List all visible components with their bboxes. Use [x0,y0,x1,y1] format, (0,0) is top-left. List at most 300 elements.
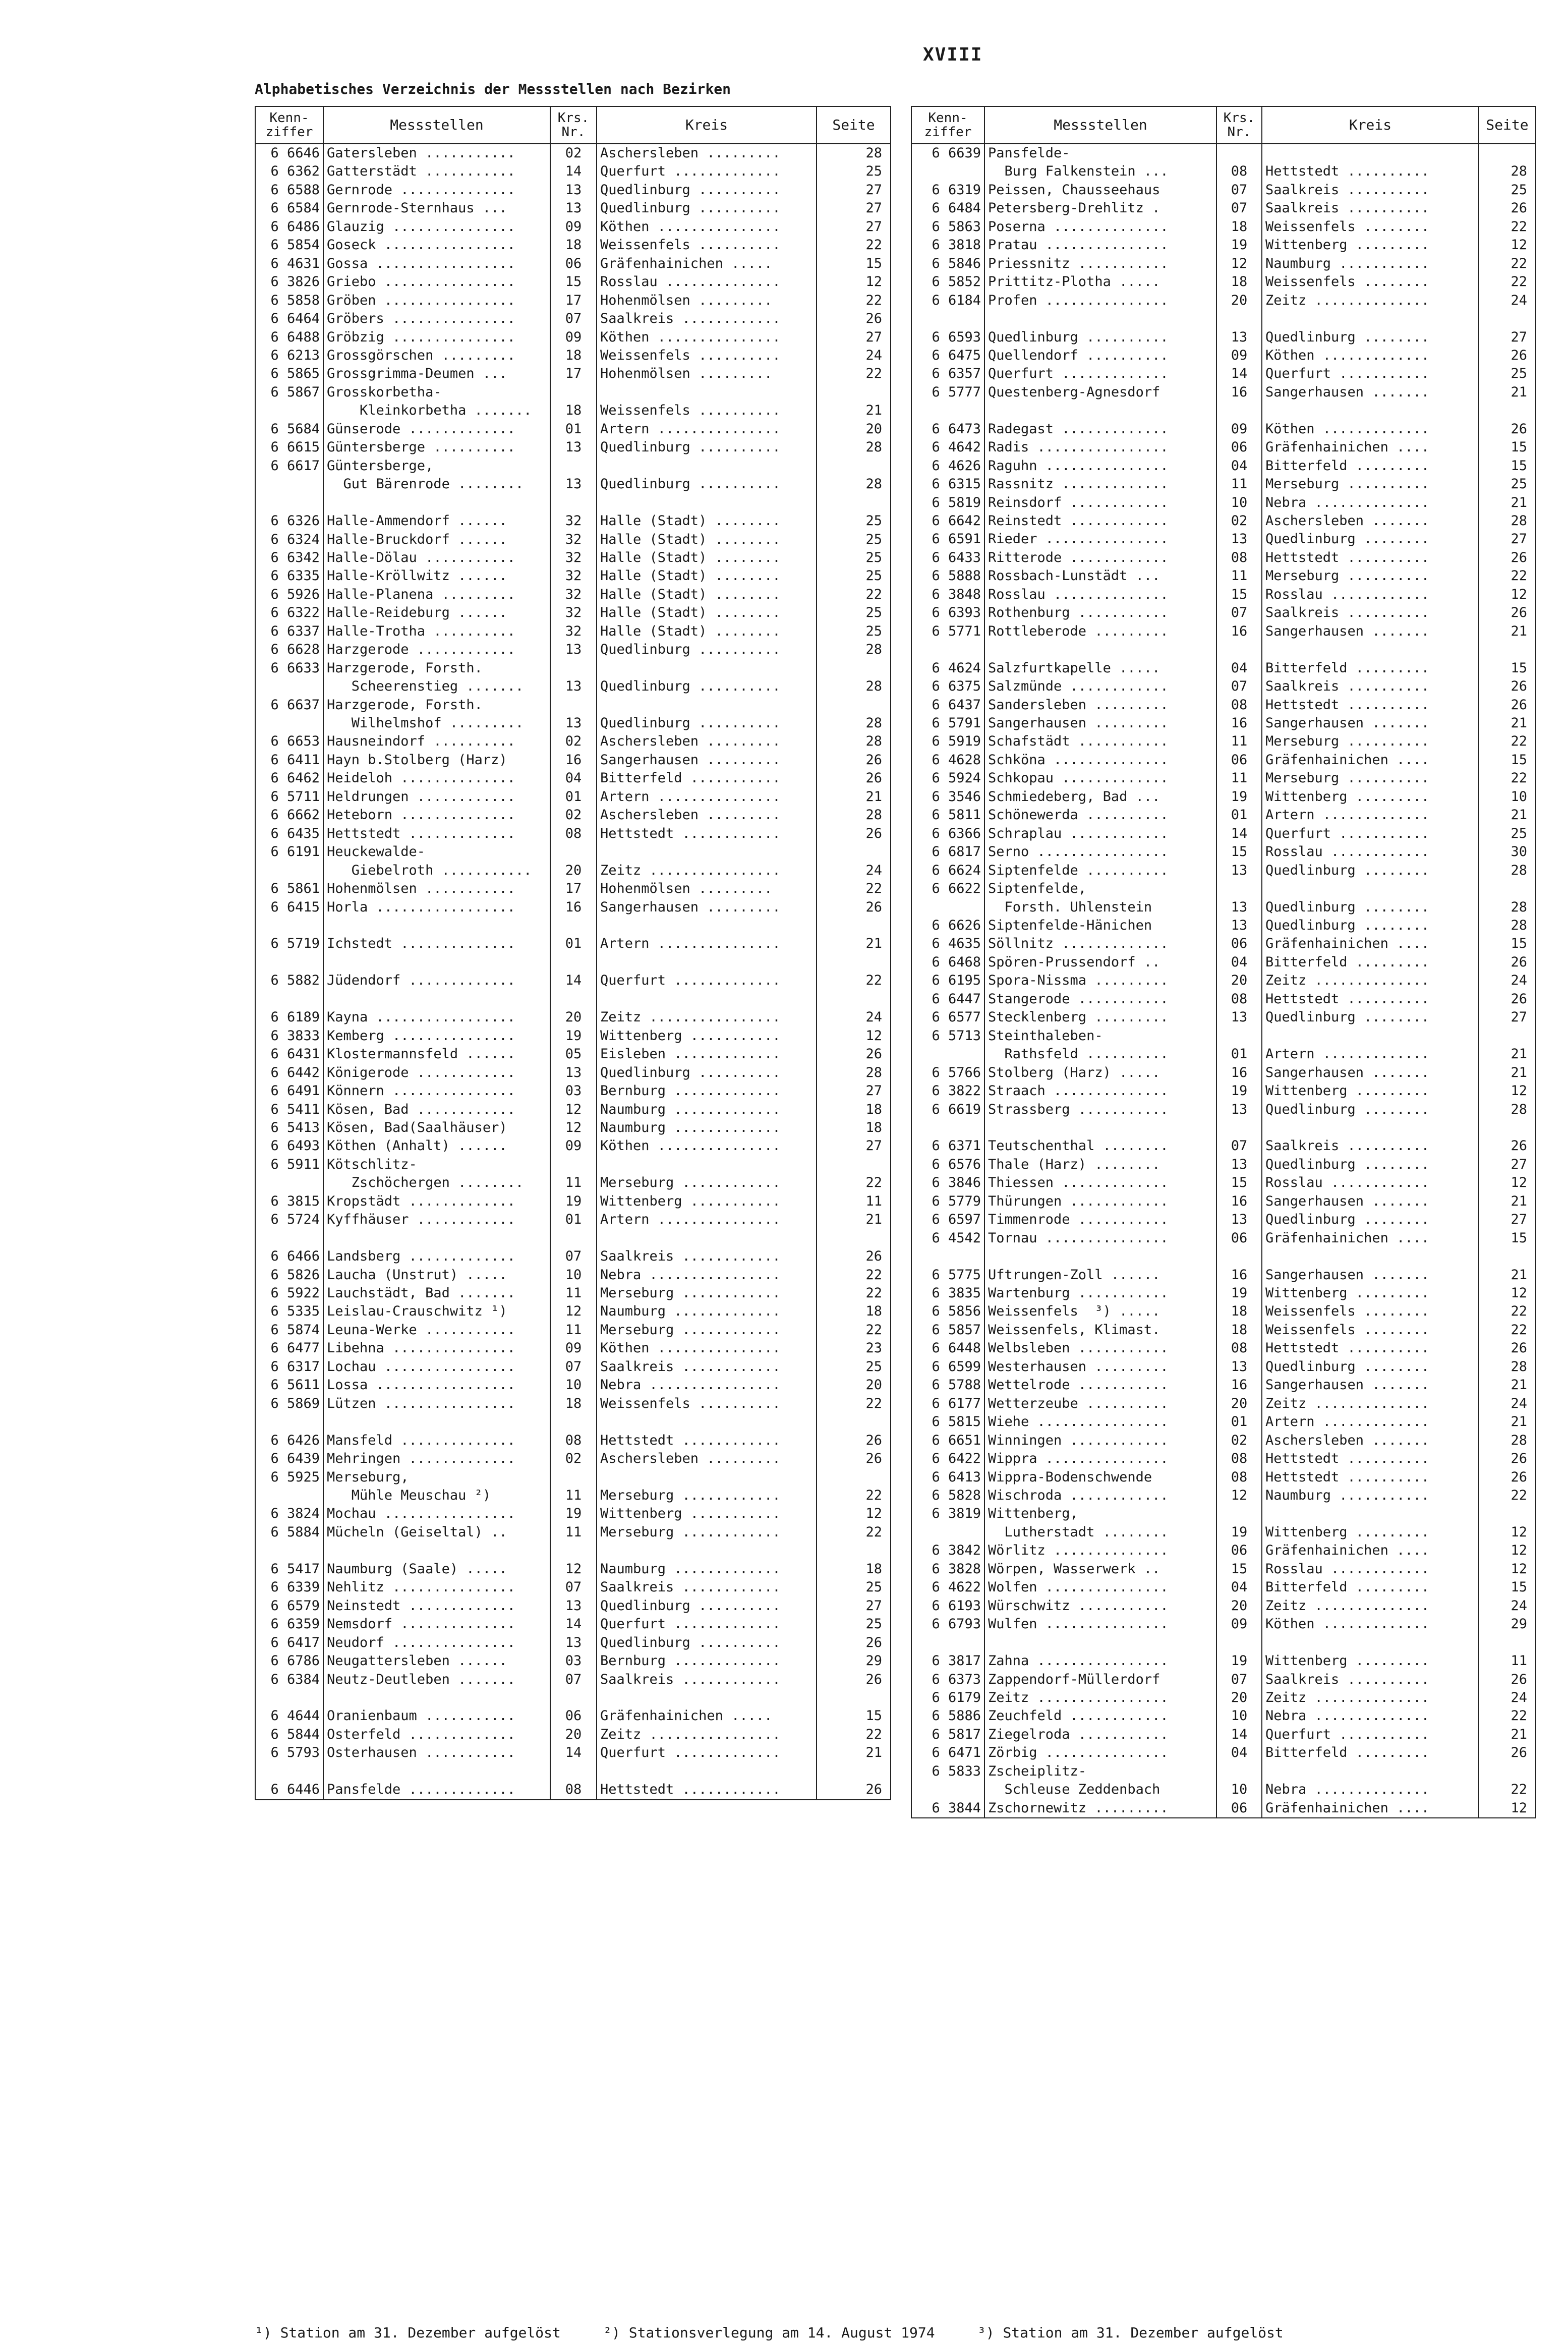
kennziffer-cell: 6 6342 [255,549,323,567]
table-row [911,806,1536,824]
messstelle-cell: Welbsleben ........... [984,1339,1216,1357]
kennziffer-cell [911,898,984,917]
seite-cell: 15 [1479,935,1536,953]
kreis-cell: Gräfenhainichen ..... [597,1707,817,1725]
table-row [911,1174,1536,1192]
table-row [255,732,891,751]
table-row [911,420,1536,438]
messstelle-cell: Westerhausen ......... [984,1358,1216,1376]
table-row [911,1119,1536,1137]
messstelle-cell: Günserode ............. [323,420,550,438]
seite-cell: 26 [817,1045,891,1063]
krs-nr-cell [550,1413,597,1431]
krs-nr-cell: 13 [1216,1156,1262,1174]
kennziffer-cell: 6 6213 [255,347,323,365]
seite-cell: 18 [817,1119,891,1137]
messstelle-cell: Reinsdorf ............ [984,494,1216,512]
kreis-cell [597,953,817,972]
messstelle-cell: Petersberg-Drehlitz . [984,199,1216,217]
table-row [911,457,1536,475]
messstelle-cell: Gröben ................ [323,292,550,310]
messstelle-cell: Stolberg (Harz) ..... [984,1064,1216,1082]
kreis-cell: Quedlinburg ........ [1262,898,1479,917]
table-row [911,236,1536,254]
seite-cell: 22 [1479,218,1536,236]
table-row [911,1302,1536,1321]
krs-nr-cell: 11 [1216,475,1262,493]
messstelle-cell: Wippra ............... [984,1450,1216,1468]
seite-cell [817,953,891,972]
table-row [911,1541,1536,1560]
kreis-cell: Quedlinburg .......... [597,1634,817,1652]
kennziffer-cell: 6 6617 [255,457,323,475]
krs-nr-cell: 01 [550,788,597,806]
krs-nr-cell: 02 [550,144,597,162]
kennziffer-cell: 6 5417 [255,1560,323,1578]
seite-cell: 27 [817,328,891,347]
kreis-cell: Gräfenhainichen .... [1262,751,1479,769]
krs-nr-cell: 03 [550,1652,597,1670]
table-row [255,1358,891,1376]
kreis-cell: Halle (Stadt) ........ [597,586,817,604]
kreis-cell: Zeitz ................ [597,862,817,880]
messstelle-cell: Salzfurtkapelle ..... [984,659,1216,677]
seite-cell: 11 [1479,1652,1536,1670]
kennziffer-cell: 6 6462 [255,769,323,787]
table-row [255,1597,891,1615]
kennziffer-cell: 6 3828 [911,1560,984,1578]
kennziffer-cell [255,402,323,420]
seite-cell: 22 [817,1523,891,1541]
kennziffer-cell: 6 4642 [911,438,984,456]
krs-nr-cell [1216,641,1262,659]
page-heading: Alphabetisches Verzeichnis der Messstellen nach Bezirken [255,81,731,97]
krs-nr-cell [550,990,597,1008]
kreis-cell: Artern ............. [1262,1045,1479,1063]
table-row [255,438,891,456]
kreis-cell: Bitterfeld ......... [1262,1578,1479,1596]
kreis-cell: Zeitz .............. [1262,1689,1479,1707]
messstelle-cell: Harzgerode ............ [323,641,550,659]
table-row [255,1615,891,1633]
seite-cell: 22 [817,1487,891,1505]
seite-cell [817,843,891,861]
messstelle-cell: Thiessen ............. [984,1174,1216,1192]
kennziffer-cell: 6 3818 [911,236,984,254]
seite-cell: 27 [1479,328,1536,347]
table-row [255,1652,891,1670]
kreis-cell: Wittenberg ........... [597,1192,817,1211]
krs-nr-cell: 02 [550,732,597,751]
kennziffer-cell: 6 4644 [255,1707,323,1725]
krs-nr-cell: 07 [550,1247,597,1266]
seite-cell: 27 [1479,1211,1536,1229]
krs-nr-cell: 09 [550,1137,597,1155]
kennziffer-cell [255,1762,323,1781]
messstelle-cell: Gröbzig ............... [323,328,550,347]
kennziffer-cell [911,1523,984,1541]
kennziffer-cell [911,1634,984,1652]
messstelle-cell: Sandersleben ......... [984,696,1216,714]
messstelle-cell: Thale (Harz) ........ [984,1156,1216,1174]
kennziffer-cell: 6 3842 [911,1541,984,1560]
table-row [911,1358,1536,1376]
seite-cell: 21 [817,788,891,806]
messstelle-cell: Pansfelde ............. [323,1781,550,1799]
table-row [911,990,1536,1008]
kennziffer-cell: 6 5861 [255,880,323,898]
messstelle-cell: Klostermannsfeld ...... [323,1045,550,1063]
kennziffer-cell: 6 5911 [255,1156,323,1174]
table-row [255,1432,891,1450]
messstelle-cell: Radegast ............. [984,420,1216,438]
kreis-cell: Quedlinburg ........ [1262,530,1479,548]
krs-nr-cell [550,1156,597,1174]
kreis-cell [1262,1027,1479,1045]
table-row [255,1266,891,1284]
krs-nr-cell [1216,402,1262,420]
kennziffer-cell: 6 6442 [255,1064,323,1082]
kennziffer-cell: 6 6466 [255,1247,323,1266]
kennziffer-cell: 6 6477 [255,1339,323,1357]
kreis-cell: Quedlinburg ........ [1262,1101,1479,1119]
messstelle-cell: Zscheiplitz- [984,1762,1216,1781]
seite-cell: 28 [817,714,891,732]
seite-cell [817,696,891,714]
messstelle-cell: Wetterzeube .......... [984,1395,1216,1413]
kennziffer-cell [911,1045,984,1063]
krs-nr-cell: 06 [1216,1799,1262,1818]
left-station-table [255,106,891,1800]
kreis-cell: Wittenberg ......... [1262,788,1479,806]
seite-cell: 22 [1479,1302,1536,1321]
kreis-cell: Sangerhausen ....... [1262,1266,1479,1284]
seite-cell [817,1762,891,1781]
kreis-cell: Hettstedt .......... [1262,549,1479,567]
kreis-cell: Merseburg ............ [597,1487,817,1505]
seite-cell [1479,1119,1536,1137]
messstelle-cell: Lossa ................. [323,1376,550,1394]
seite-cell: 12 [1479,1174,1536,1192]
kreis-cell: Wittenberg ........... [597,1027,817,1045]
messstelle-cell: Wiehe ................ [984,1413,1216,1431]
header-kennziffer: Kenn- ziffer [255,106,323,144]
seite-cell [1479,144,1536,162]
right-station-table [911,106,1536,1818]
kennziffer-cell: 6 6653 [255,732,323,751]
messstelle-cell: Salzmünde ............ [984,677,1216,696]
seite-cell: 21 [1479,1064,1536,1082]
krs-nr-cell: 11 [550,1487,597,1505]
kreis-cell: Zeitz .............. [1262,1597,1479,1615]
table-row [255,1229,891,1247]
kreis-cell: Aschersleben ......... [597,144,817,162]
seite-cell: 28 [817,144,891,162]
krs-nr-cell: 09 [550,328,597,347]
kennziffer-cell [255,1413,323,1431]
header-krs-nr: Krs. Nr. [1216,106,1262,144]
kennziffer-cell: 6 5882 [255,972,323,990]
kreis-cell: Halle (Stadt) ........ [597,604,817,622]
table-row [255,218,891,236]
kreis-cell: Wittenberg ......... [1262,1284,1479,1302]
seite-cell: 25 [817,622,891,641]
kennziffer-cell: 6 6473 [911,420,984,438]
krs-nr-cell: 04 [1216,659,1262,677]
kennziffer-cell: 6 6588 [255,181,323,199]
krs-nr-cell: 11 [550,1284,597,1302]
krs-nr-cell: 01 [1216,1413,1262,1431]
table-row [255,1541,891,1560]
messstelle-cell: Heideloh .............. [323,769,550,787]
krs-nr-cell: 15 [1216,843,1262,861]
kreis-cell: Saalkreis .......... [1262,604,1479,622]
kennziffer-cell: 6 3826 [255,273,323,291]
messstelle-cell: Leuna-Werke ........... [323,1321,550,1339]
kreis-cell [597,1468,817,1487]
messstelle-cell: Halle-Trotha .......... [323,622,550,641]
krs-nr-cell: 08 [550,825,597,843]
kreis-cell: Köthen ............... [597,1137,817,1155]
kennziffer-cell: 6 5863 [911,218,984,236]
table-row [255,1082,891,1100]
messstelle-cell: Wettelrode ........... [984,1376,1216,1394]
krs-nr-cell [550,494,597,512]
seite-cell: 21 [817,402,891,420]
kennziffer-cell: 6 3844 [911,1799,984,1818]
header-kreis: Kreis [597,106,817,144]
kennziffer-cell: 6 6433 [911,549,984,567]
seite-cell: 25 [1479,825,1536,843]
kennziffer-cell: 6 4624 [911,659,984,677]
kennziffer-cell: 6 6577 [911,1008,984,1026]
table-row [911,788,1536,806]
krs-nr-cell: 16 [1216,383,1262,402]
kreis-cell: Weissenfels ........ [1262,1321,1479,1339]
messstelle-cell: Kayna ................. [323,1008,550,1026]
krs-nr-cell: 14 [550,1744,597,1762]
table-row [911,641,1536,659]
messstelle-cell: Kyffhäuser ............ [323,1211,550,1229]
messstelle-cell [984,1119,1216,1137]
krs-nr-cell: 06 [1216,1541,1262,1560]
kreis-cell: Sangerhausen ......... [597,751,817,769]
krs-nr-cell: 12 [1216,255,1262,273]
table-row [255,1468,891,1487]
table-row [911,530,1536,548]
seite-cell: 22 [1479,1321,1536,1339]
table-row [255,1395,891,1413]
kennziffer-cell [255,1487,323,1505]
messstelle-cell: Köthen (Anhalt) ...... [323,1137,550,1155]
messstelle-cell: Neutz-Deutleben ....... [323,1671,550,1689]
seite-cell: 22 [817,292,891,310]
table-row [255,292,891,310]
seite-cell: 22 [817,1395,891,1413]
kreis-cell [597,696,817,714]
messstelle-cell: Serno ................ [984,843,1216,861]
kreis-cell: Quedlinburg .......... [597,677,817,696]
kreis-cell: Hettstedt .......... [1262,1339,1479,1357]
kreis-cell: Hettstedt .......... [1262,1468,1479,1487]
kennziffer-cell: 6 4626 [911,457,984,475]
krs-nr-cell: 18 [1216,1321,1262,1339]
kreis-cell: Naumburg ............. [597,1101,817,1119]
krs-nr-cell: 13 [550,199,597,217]
seite-cell: 15 [1479,1578,1536,1596]
table-row [255,420,891,438]
table-row [255,328,891,347]
seite-cell: 28 [1479,512,1536,530]
table-row [911,1597,1536,1615]
messstelle-cell: Timmenrode ........... [984,1211,1216,1229]
krs-nr-cell: 10 [1216,494,1262,512]
seite-cell: 25 [817,549,891,567]
kennziffer-cell: 6 6439 [255,1450,323,1468]
messstelle-cell: Osterfeld ............. [323,1726,550,1744]
krs-nr-cell: 07 [550,1578,597,1596]
messstelle-cell [984,1247,1216,1266]
krs-nr-cell: 15 [1216,586,1262,604]
seite-cell: 25 [817,531,891,549]
messstelle-cell: Glauzig ............... [323,218,550,236]
kennziffer-cell [255,494,323,512]
kennziffer-cell: 6 5713 [911,1027,984,1045]
krs-nr-cell: 07 [1216,604,1262,622]
krs-nr-cell: 10 [1216,1781,1262,1799]
table-row [255,586,891,604]
messstelle-cell: Questenberg-Agnesdorf [984,383,1216,402]
kennziffer-cell: 6 5413 [255,1119,323,1137]
seite-cell: 22 [817,1174,891,1192]
footnotes: ¹) Station am 31. Dezember aufgelöst ²) Stationsverlegung am 14. August 1974 ³) Station am 31. Dezember aufgelöst [255,2324,1284,2341]
seite-cell: 18 [817,1560,891,1578]
kennziffer-cell: 6 5811 [911,806,984,824]
seite-cell: 25 [1479,475,1536,493]
messstelle-cell [323,494,550,512]
krs-nr-cell: 11 [1216,732,1262,751]
messstelle-cell: Osterhausen ........... [323,1744,550,1762]
kennziffer-cell: 6 6651 [911,1432,984,1450]
kreis-cell: Hettstedt .......... [1262,696,1479,714]
kreis-cell [597,843,817,861]
krs-nr-cell: 32 [550,512,597,530]
table-row [911,1321,1536,1339]
seite-cell: 21 [1479,806,1536,824]
table-row [255,1064,891,1082]
kreis-cell [597,1689,817,1707]
seite-cell: 28 [817,677,891,696]
kreis-cell: Rosslau ............ [1262,843,1479,861]
messstelle-cell: Könnern ............... [323,1082,550,1100]
table-row [911,1781,1536,1799]
kreis-cell: Quedlinburg ........ [1262,328,1479,347]
kennziffer-cell: 6 4542 [911,1229,984,1247]
kreis-cell [1262,1247,1479,1266]
seite-cell: 27 [1479,530,1536,548]
kreis-cell: Weissenfels ........ [1262,273,1479,291]
krs-nr-cell [1216,1119,1262,1137]
kreis-cell: Wittenberg ........... [597,1505,817,1523]
kennziffer-cell: 6 5791 [911,714,984,732]
kreis-cell [597,383,817,402]
messstelle-cell: Siptenfelde .......... [984,862,1216,880]
table-row [911,273,1536,291]
messstelle-cell: Gatersleben ........... [323,144,550,162]
seite-cell: 22 [817,1726,891,1744]
krs-nr-cell [550,1541,597,1560]
krs-nr-cell: 04 [1216,1744,1262,1762]
krs-nr-cell: 06 [1216,935,1262,953]
krs-nr-cell: 16 [1216,1192,1262,1211]
right-header-row [911,106,1536,144]
kreis-cell: Quedlinburg .......... [597,641,817,659]
seite-cell: 22 [817,365,891,383]
table-row [911,1505,1536,1523]
messstelle-cell: Kösen, Bad ............ [323,1101,550,1119]
table-row [911,862,1536,880]
kreis-cell: Sangerhausen ....... [1262,1376,1479,1394]
seite-cell: 26 [817,1450,891,1468]
krs-nr-cell: 13 [550,1064,597,1082]
kreis-cell: Naumburg ............. [597,1302,817,1321]
kennziffer-cell: 6 3835 [911,1284,984,1302]
messstelle-cell: Stangerode ........... [984,990,1216,1008]
seite-cell: 12 [1479,1541,1536,1560]
krs-nr-cell: 14 [1216,365,1262,383]
krs-nr-cell: 13 [1216,1211,1262,1229]
kennziffer-cell: 6 6191 [255,843,323,861]
kennziffer-cell: 6 6468 [911,953,984,972]
kreis-cell [1262,1505,1479,1523]
kreis-cell: Merseburg ............ [597,1284,817,1302]
seite-cell: 28 [817,475,891,493]
kennziffer-cell: 6 5779 [911,1192,984,1211]
kennziffer-cell: 6 6793 [911,1615,984,1633]
kreis-cell: Aschersleben ....... [1262,512,1479,530]
messstelle-cell: Kösen, Bad(Saalhäuser) [323,1119,550,1137]
krs-nr-cell: 09 [1216,420,1262,438]
table-row [911,935,1536,953]
kennziffer-cell [255,1689,323,1707]
krs-nr-cell: 19 [1216,788,1262,806]
table-row [255,788,891,806]
kennziffer-cell: 6 5857 [911,1321,984,1339]
kennziffer-cell [255,1174,323,1192]
table-row [911,659,1536,677]
seite-cell: 26 [1479,953,1536,972]
kreis-cell: Saalkreis .......... [1262,677,1479,696]
krs-nr-cell: 13 [1216,1101,1262,1119]
kennziffer-cell: 6 6415 [255,898,323,917]
kreis-cell: Querfurt ............. [597,972,817,990]
seite-cell [817,1413,891,1431]
messstelle-cell: Stecklenberg ......... [984,1008,1216,1026]
seite-cell: 27 [1479,1008,1536,1026]
kreis-cell [597,1541,817,1560]
messstelle-cell: Schönewerda .......... [984,806,1216,824]
seite-cell: 22 [817,1321,891,1339]
kennziffer-cell: 6 5826 [255,1266,323,1284]
kreis-cell: Zeitz .............. [1262,972,1479,990]
krs-nr-cell: 14 [1216,1726,1262,1744]
kreis-cell: Bernburg ............. [597,1652,817,1670]
krs-nr-cell: 01 [550,935,597,953]
krs-nr-cell: 18 [550,402,597,420]
table-row [255,1762,891,1781]
kreis-cell: Weissenfels .......... [597,236,817,254]
kreis-cell: Bitterfeld ........... [597,769,817,787]
